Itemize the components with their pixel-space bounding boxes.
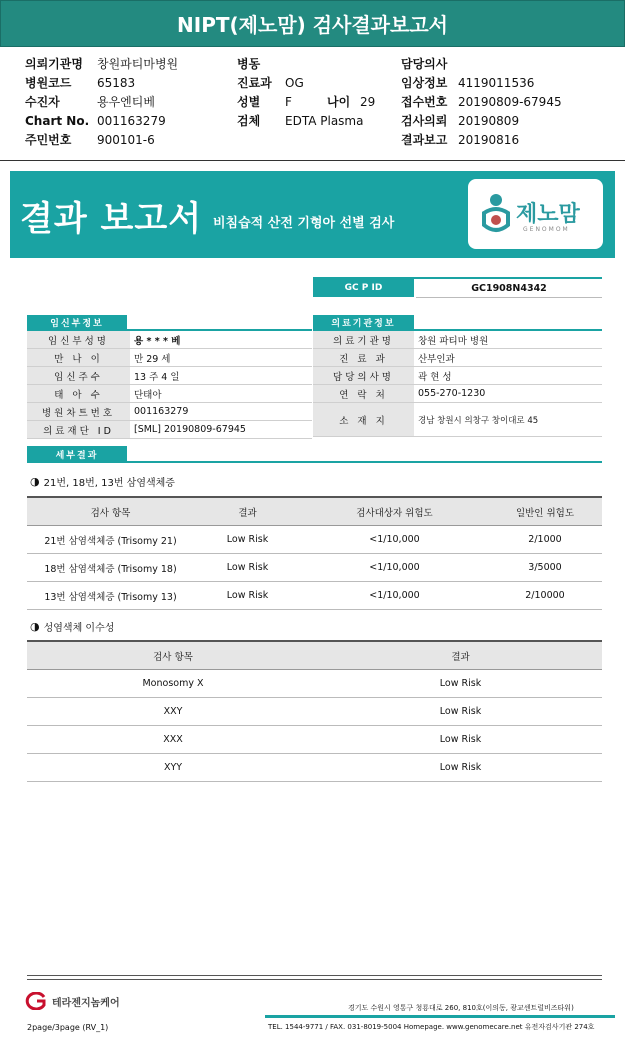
cell: 2/1000: [488, 526, 602, 554]
institution-label: 담당의사명: [313, 367, 414, 385]
header-value: 20190816: [458, 133, 520, 147]
logo-subtext: GENOMOM: [523, 226, 570, 233]
table-header-row: [27, 497, 602, 526]
gcpid-label: GC P ID: [313, 279, 414, 297]
header-label: 검사의뢰: [401, 114, 448, 128]
age-value: 29: [360, 95, 376, 109]
banner-title: 결과 보고서: [20, 199, 203, 239]
patient-value: 용 * * * 베: [130, 331, 312, 349]
patient-value: 단태아: [130, 385, 312, 403]
header-label: 검체: [237, 114, 261, 128]
institution-label: 연 락 처: [313, 385, 414, 403]
footer-contact: TEL. 1544-9771 / FAX. 031-8019-5004 Homepage. www.genomecare.net 유전자검사기관 274호: [268, 1023, 595, 1031]
report-title: NIPT(제노맘) 검사결과보고서: [0, 0, 625, 47]
table-row: [27, 526, 602, 554]
institution-value: 창원 파티마 병원: [414, 331, 602, 349]
company-logo: [24, 992, 120, 1010]
header-col2: [237, 55, 375, 131]
patient-heading: 임신부정보: [27, 315, 127, 330]
cell: Low Risk: [319, 726, 602, 754]
cell: XXY: [27, 698, 319, 726]
table-row: [313, 331, 602, 349]
column-header: 검사 항목: [27, 497, 194, 526]
detail-heading: 세부결과: [27, 446, 127, 462]
page-number: 2page/3page (RV_1): [27, 1023, 109, 1032]
header-label: 담당의사: [401, 57, 448, 71]
header-col3: [401, 55, 562, 150]
patient-label: 임신부성명: [27, 331, 130, 349]
header-label: 접수번호: [401, 95, 448, 109]
cell: 2/10000: [488, 582, 602, 610]
detail-line: [27, 461, 602, 463]
header-label: 결과보고: [401, 133, 448, 147]
table-row: [27, 726, 602, 754]
institution-heading: 의료기관정보: [313, 315, 414, 330]
footer-divider: [27, 979, 602, 980]
cell: 3/5000: [488, 554, 602, 582]
cell: <1/10,000: [301, 526, 488, 554]
footer-divider: [27, 975, 602, 976]
section1-title: 21번, 18번, 13번 삼염색체증: [43, 478, 175, 489]
header-label: 주민번호: [25, 133, 72, 147]
genomom-logo: [468, 179, 603, 249]
header-value: EDTA Plasma: [285, 114, 364, 128]
patient-label: 임신주수: [27, 367, 130, 385]
header-label: Chart No.: [25, 114, 90, 128]
table-row: [27, 331, 312, 349]
header-divider: [0, 160, 625, 161]
patient-value: 13 주 4 일: [130, 367, 312, 385]
institution-table: [313, 331, 602, 437]
company-name: 테라젠지놈케어: [52, 997, 120, 1009]
column-header: 결과: [319, 641, 602, 670]
cell: Low Risk: [194, 526, 301, 554]
patient-value: 만 29 세: [130, 349, 312, 367]
table-row: [27, 698, 602, 726]
table-row: [27, 385, 312, 403]
report-banner: [10, 171, 615, 258]
table-row: [27, 403, 312, 421]
cell: Low Risk: [319, 670, 602, 698]
gcpid-value: GC1908N4342: [416, 279, 602, 298]
institution-value: 곽 현 성: [414, 367, 602, 385]
institution-label: 진 료 과: [313, 349, 414, 367]
header-value: 20190809-67945: [458, 95, 562, 109]
header-value: 용우엔티베: [97, 95, 155, 109]
table-header-row: [27, 641, 602, 670]
patient-value: 001163279: [130, 403, 312, 421]
table-row: [313, 349, 602, 367]
table-row: [27, 754, 602, 782]
table-row: [313, 385, 602, 403]
patient-table: [27, 331, 312, 439]
patient-label: 의료재단 ID: [27, 421, 130, 439]
cell: <1/10,000: [301, 582, 488, 610]
header-value: 65183: [97, 76, 136, 90]
institution-value: 경남 창원시 의창구 창이대로 45: [414, 403, 602, 437]
half-circle-icon: ◑: [30, 620, 40, 633]
header-value: F: [285, 95, 292, 109]
cell: Low Risk: [319, 698, 602, 726]
header-label: 수진자: [25, 95, 60, 109]
section2-title: 성염색체 이수성: [43, 623, 115, 634]
table-row: [27, 421, 312, 439]
table-row: [313, 403, 602, 437]
patient-value: [SML] 20190809-67945: [130, 421, 312, 439]
header-value: 창원파티마병원: [97, 57, 179, 71]
header-label: 병동: [237, 57, 261, 71]
banner-subtitle: 비침습적 산전 기형아 선별 검사: [213, 216, 395, 231]
column-header: 검사 항목: [27, 641, 319, 670]
cell: Low Risk: [194, 582, 301, 610]
footer-teal-line: [265, 1015, 615, 1018]
cell: 18번 삼염색체증 (Trisomy 18): [27, 554, 194, 582]
logo-text: 제노맘: [516, 202, 580, 227]
header-label: 진료과: [237, 76, 272, 90]
header-col1: [25, 55, 178, 150]
patient-label: 태 아 수: [27, 385, 130, 403]
gcpid-topline: [313, 277, 602, 279]
header-value: 001163279: [97, 114, 166, 128]
cell: XYY: [27, 754, 319, 782]
column-header: 일반인 위험도: [488, 497, 602, 526]
section2-header: [30, 619, 114, 634]
header-label: 임상정보: [401, 76, 448, 90]
header-label: 성별: [237, 95, 261, 109]
patient-label: 만 나 이: [27, 349, 130, 367]
genomom-logo-icon: [476, 191, 516, 237]
cell: Low Risk: [319, 754, 602, 782]
footer-address: 경기도 수원시 영통구 청룡대로 260, 810호(이의동, 광교센트럴비즈타워): [348, 1004, 574, 1012]
header-label: 의뢰기관명: [25, 57, 83, 71]
age-label: 나이: [327, 95, 351, 109]
institution-value: 산부인과: [414, 349, 602, 367]
column-header: 검사대상자 위험도: [301, 497, 488, 526]
section1-table: [27, 496, 602, 610]
cell: 21번 삼염색체증 (Trisomy 21): [27, 526, 194, 554]
table-row: [27, 670, 602, 698]
cell: Low Risk: [194, 554, 301, 582]
cell: <1/10,000: [301, 554, 488, 582]
header-value: 4119011536: [458, 76, 535, 90]
header-label: 병원코드: [25, 76, 72, 90]
header-value: OG: [285, 76, 304, 90]
institution-value: 055-270-1230: [414, 385, 602, 403]
table-row: [27, 554, 602, 582]
institution-label: 의료기관명: [313, 331, 414, 349]
half-circle-icon: ◑: [30, 475, 40, 488]
table-row: [27, 367, 312, 385]
cell: XXX: [27, 726, 319, 754]
cell: 13번 삼염색체증 (Trisomy 13): [27, 582, 194, 610]
cell: Monosomy X: [27, 670, 319, 698]
patient-label: 병원차트번호: [27, 403, 130, 421]
section1-header: [30, 474, 175, 489]
table-row: [27, 582, 602, 610]
theragen-logo-icon: [24, 992, 48, 1010]
institution-label: 소 재 지: [313, 403, 414, 437]
section2-table: [27, 640, 602, 782]
column-header: 결과: [194, 497, 301, 526]
header-value: 20190809: [458, 114, 520, 128]
table-row: [27, 349, 312, 367]
header-value: 900101-6: [97, 133, 155, 147]
table-row: [313, 367, 602, 385]
